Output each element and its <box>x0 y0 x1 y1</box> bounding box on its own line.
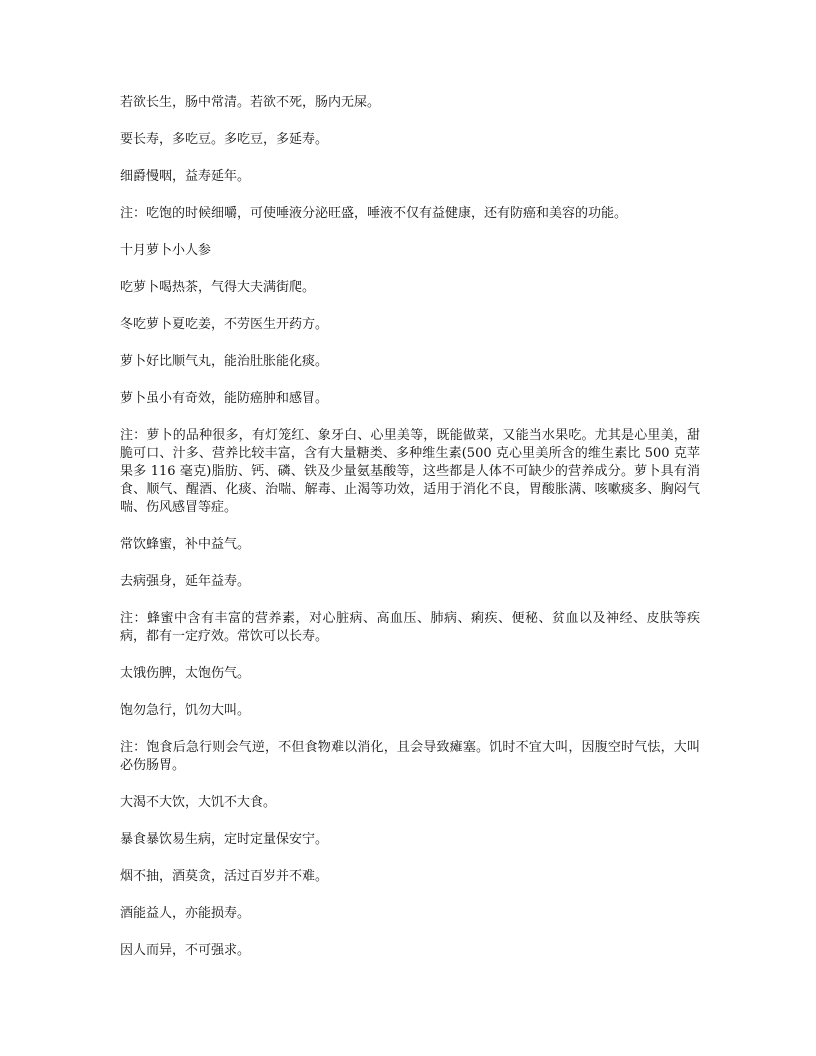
section-heading: 十月萝卜小人参 <box>120 243 212 258</box>
paragraph: 要长寿，多吃豆。多吃豆，多延寿。 <box>120 132 329 147</box>
paragraph: 细爵慢咽，益寿延年。 <box>120 169 251 184</box>
paragraph: 太饿伤脾，太饱伤气。 <box>120 666 251 681</box>
paragraph: 烟不抽，酒莫贪，活过百岁并不难。 <box>120 869 329 884</box>
note-paragraph: 注：萝卜的品种很多，有灯笼红、象牙白、心里美等，既能做菜，又能当水果吃。尤其是心里美，甜脆可口、汁多、营养比较丰富，含有大量糖类、多种维生素(500 克心里美所含的维生素比 500 克苹果多 116 毫克)脂肪、钙、磷、铁及少量氨基酸等，这些都是人体不可缺少的营养成分。萝卜具有消食、顺气、醒酒、化痰、治喘、解毒、止渴等功效，适用于消化不良，胃酸胀满、咳嗽痰多、胸闷气喘、伤风感冒等症。 <box>120 428 700 515</box>
note-paragraph: 注：蜂蜜中含有丰富的营养素，对心脏病、高血压、肺病、痢疾、便秘、贫血以及神经、皮肤等疾病，都有一定疗效。常饮可以长寿。 <box>120 611 700 644</box>
note-paragraph: 注：吃饱的时候细嚼，可使唾液分泌旺盛，唾液不仅有益健康，还有防癌和美容的功能。 <box>120 206 628 221</box>
paragraph: 因人而异，不可强求。 <box>120 943 251 958</box>
paragraph: 大渴不大饮，大饥不大食。 <box>120 795 277 810</box>
paragraph: 酒能益人，亦能损寿。 <box>120 906 251 921</box>
paragraph: 冬吃萝卜夏吃姜，不劳医生开药方。 <box>120 317 329 332</box>
paragraph: 萝卜虽小有奇效，能防癌肿和感冒。 <box>120 391 329 406</box>
paragraph: 去病强身，延年益寿。 <box>120 574 251 589</box>
document-body <box>120 94 700 979</box>
paragraph: 暴食暴饮易生病，定时定量保安宁。 <box>120 832 329 847</box>
paragraph: 饱勿急行，饥勿大叫。 <box>120 703 251 718</box>
paragraph: 吃萝卜喝热茶，气得大夫满街爬。 <box>120 280 316 295</box>
paragraph: 萝卜好比顺气丸，能治肚胀能化痰。 <box>120 354 329 369</box>
paragraph: 常饮蜂蜜，补中益气。 <box>120 537 251 552</box>
note-paragraph: 注：饱食后急行则会气逆，不但食物难以消化，且会导致瘫塞。饥时不宜大叫，因腹空时气怯，大叫必伤肠胃。 <box>120 740 700 773</box>
paragraph: 若欲长生，肠中常清。若欲不死，肠内无屎。 <box>120 95 381 110</box>
